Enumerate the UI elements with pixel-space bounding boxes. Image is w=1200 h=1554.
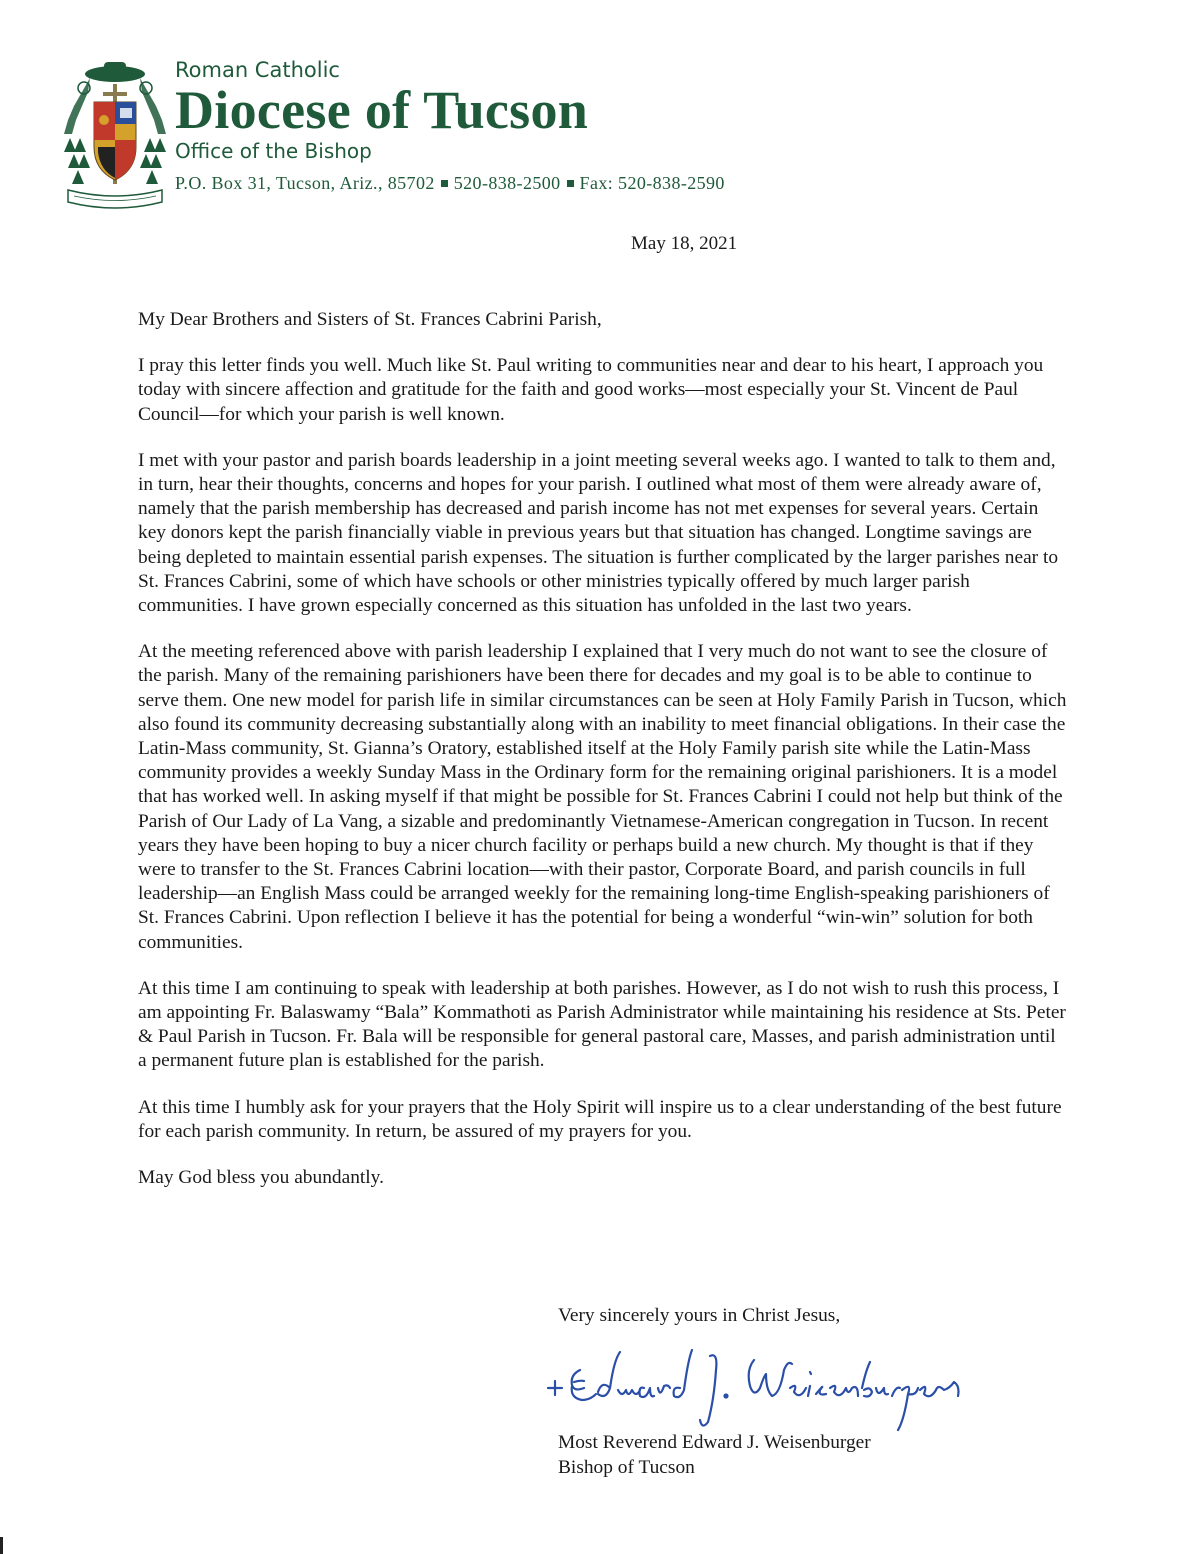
contact-phone: 520-838-2500 [453, 173, 561, 193]
paragraph: I pray this letter finds you well. Much like St. Paul writing to communities near and dear to his heart, I approach you today with sincere affection and gratitude for the faith and good works—most especially your St. Vincent de Paul Council—for which your parish is well known. [138, 355, 1044, 425]
letter-date: May 18, 2021 [631, 233, 738, 254]
salutation: My Dear Brothers and Sisters of St. Frances Cabrini Parish, [138, 309, 602, 330]
closing: Very sincerely yours in Christ Jesus, [558, 1305, 841, 1326]
paragraph: At this time I am continuing to speak with leadership at both parishes. However, as I do not wish to rush this process, I am appointing Fr. Balaswamy “Bala” Kommathoti as Parish Administrator while maintaining his residence at Sts. Peter & Paul Parish in Tucson. Fr. Bala will be responsible for general pastoral care, Masses, and parish administration until a permanent future plan is established for the parish. [138, 977, 1066, 1072]
scan-edge-mark [0, 1537, 3, 1554]
paragraph: At the meeting referenced above with parish leadership I explained that I very much do not want to see the closure of the parish. Many of the remaining parishioners have been there for decades and my goal is to be able to continue to serve them. One new model for parish life in similar circumstances can be seen at Holy Family Parish in Tucson, which also found its community decreasing substantially along with an inability to meet financial obligations. In their case the Latin-Mass community, St. Gianna’s Oratory, established itself at the Holy Family parish site while the Latin-Mass community provides a weekly Sunday Mass in the Ordinary form for the remaining original parishioners. It is a model that has worked well. In asking myself if that might be possible for St. Frances Cabrini I could not help but think of the Parish of Our Lady of La Vang, a sizable and predominantly Vietnamese-American congregation in Tucson. In recent years they have been hoping to buy a nicer church facility or perhaps build a new church. My thought is that if they were to transfer to the St. Frances Cabrini location—with their pastor, Corporate Board, and parish councils in full leadership—an English Mass could be arranged weekly for the remaining long-time English-speaking parishioners of St. Frances Cabrini. Upon reflection I believe it has the potential for being a wonderful “win-win” solution for both communities. [138, 641, 1067, 953]
letter-body [138, 308, 1068, 1212]
coat-of-arms-icon [60, 52, 170, 212]
letterhead-office: Office of the Bishop [175, 139, 372, 163]
letterhead-title: Diocese of Tucson [175, 80, 589, 140]
paragraph: May God bless you abundantly. [138, 1167, 384, 1189]
letterhead-contact [175, 172, 725, 194]
paragraph: At this time I humbly ask for your prayers that the Holy Spirit will inspire us to a clear understanding of the best future for each parish community. In return, be assured of my prayers for you. [138, 1096, 1062, 1142]
bullet-separator [441, 180, 448, 187]
signatory [558, 1430, 871, 1480]
contact-fax: Fax: 520-838-2590 [579, 173, 725, 193]
contact-address: P.O. Box 31, Tucson, Ariz., 85702 [175, 173, 435, 193]
handwritten-signature [540, 1330, 970, 1440]
letterhead-subtitle: Roman Catholic [175, 58, 340, 82]
bullet-separator [567, 180, 574, 187]
paragraph: I met with your pastor and parish boards leadership in a joint meeting several weeks ago. I wanted to talk to them and, in turn, hear their thoughts, concerns and hopes for your parish. I outlined what most of them were already aware of, namely that the parish membership has decreased and parish income has not met expenses for several years. Certain key donors kept the parish financially viable in previous years but that situation has changed. Longtime savings are being depleted to maintain essential parish expenses. The situation is further complicated by the larger parishes near to St. Frances Cabrini, some of which have schools or other ministries typically offered by much larger parish communities. I have grown especially concerned as this situation has unfolded in the last two years. [138, 449, 1059, 617]
letterhead [50, 48, 1150, 218]
signatory-title: Bishop of Tucson [558, 1457, 695, 1478]
signatory-name: Most Reverend Edward J. Weisenburger [558, 1432, 871, 1453]
